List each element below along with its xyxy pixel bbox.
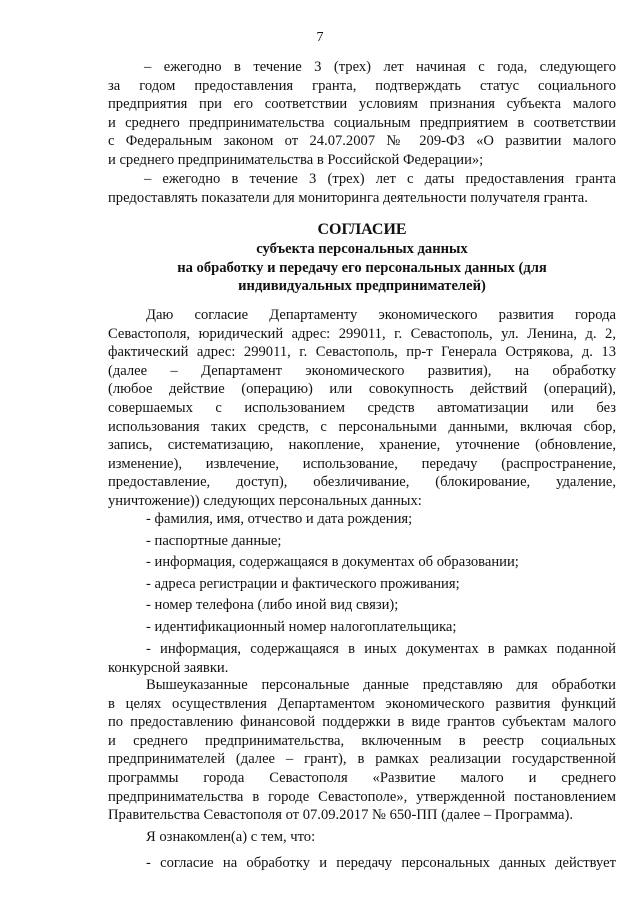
text-line: предпринимателей (далее – грант), в рамках реализации государственной [108, 751, 616, 768]
text-line: фактический адрес: 299011, г. Севастополь, пр-т Генерала Острякова, д. 13 [108, 344, 616, 361]
consent-heading [108, 220, 616, 296]
text-line: запись, систематизацию, накопление, хранение, уточнение (обновление, [108, 437, 616, 454]
text-line: и среднего предпринимательства, включенным в реестр социальных [108, 732, 616, 749]
text-line: Вышеуказанные персональные данные представляю для обработки [146, 677, 616, 693]
obligation-item-2 [108, 170, 616, 207]
text-line: Севастополя, юридический адрес: 299011, г. Севастополь, ул. Ленина, д. 2, [108, 325, 616, 342]
text-line: по предоставлению финансовой поддержки в виде грантов субъектам малого [108, 714, 616, 731]
list-item: - паспортные данные; [146, 532, 282, 549]
consent-title: СОГЛАСИЕ [317, 221, 407, 238]
obligation-item-1 [108, 58, 616, 170]
text-line: в целях осуществления Департаментом экономического развития функций [108, 695, 616, 712]
list-item: - адреса регистрации и фактического проживания; [146, 575, 460, 592]
acknowledge-paragraph [108, 828, 616, 847]
purpose-paragraph [108, 676, 616, 825]
text-line: и среднего предпринимательства социальным предприятием в соответствии [108, 114, 616, 131]
consent-paragraph [108, 306, 616, 511]
text-line: с Федеральным законом от 24.07.2007 № 209-ФЗ «О развитии малого [108, 133, 616, 150]
text-line: совершаемых с использованием средств автоматизации или без [108, 399, 616, 416]
personal-data-list [108, 510, 616, 640]
text-line: и среднего предпринимательства в Российской Федерации»; [108, 151, 484, 168]
text-line: предприятия при его соответствии условиям признания субъекта малого [108, 96, 616, 113]
list-item: - номер телефона (либо иной вид связи); [146, 597, 399, 614]
final-paragraph [108, 854, 616, 873]
text-line: – ежегодно в течение 3 (трех) лет начиная с года, следующего [144, 59, 616, 75]
text-line: за годом предоставления гранта, подтверждать статус социального [108, 77, 616, 94]
consent-subtitle: субъекта персональных данных [256, 241, 468, 257]
list-item: - фамилия, имя, отчество и дата рождения; [146, 511, 413, 527]
text-line: предпринимательства в городе Севастополе», утвержденной постановлением [108, 788, 616, 805]
text-line: Правительства Севастополя от 07.09.2017 № 650-ПП (далее – Программа). [108, 807, 574, 824]
text-line: Я ознакомлен(а) с тем, что: [146, 829, 316, 845]
text-line: предоставление, доступ), обезличивание, (блокирование, удаление, [108, 474, 616, 491]
text-line: изменение), извлечение, использование, передачу (распространение, [108, 455, 616, 472]
text-line: (любое действие (операцию) или совокупность действий (операций), [108, 381, 616, 398]
list-item: - информация, содержащаяся в иных документах в рамках поданной [146, 641, 616, 657]
text-line: уничтожение)) следующих персональных данных: [108, 492, 422, 509]
consent-subtitle: на обработку и передачу его персональных данных (для [177, 259, 547, 276]
list-item: - идентификационный номер налогоплательщика; [146, 618, 457, 635]
text-line: - согласие на обработку и передачу персональных данных действует [146, 855, 616, 871]
page-number: 7 [316, 30, 324, 45]
text-line: (далее – Департамент экономического развития), на обработку [108, 362, 616, 379]
text-line: программы города Севастополя «Развитие малого и среднего [108, 769, 616, 786]
text-line: – ежегодно в течение 3 (трех) лет с даты предоставления гранта [144, 171, 616, 187]
personal-data-list-last [108, 640, 616, 677]
list-item: - информация, содержащаяся в документах об образовании; [146, 554, 519, 571]
list-item: конкурсной заявки. [108, 659, 229, 676]
text-line: предоставлять показатели для мониторинга деятельности получателя гранта. [108, 189, 588, 206]
consent-subtitle: индивидуальных предпринимателей) [238, 278, 486, 295]
text-line: Даю согласие Департаменту экономического развития города [146, 307, 616, 323]
text-line: использования таких средств, с персональными данными, включая сбор, [108, 418, 616, 435]
